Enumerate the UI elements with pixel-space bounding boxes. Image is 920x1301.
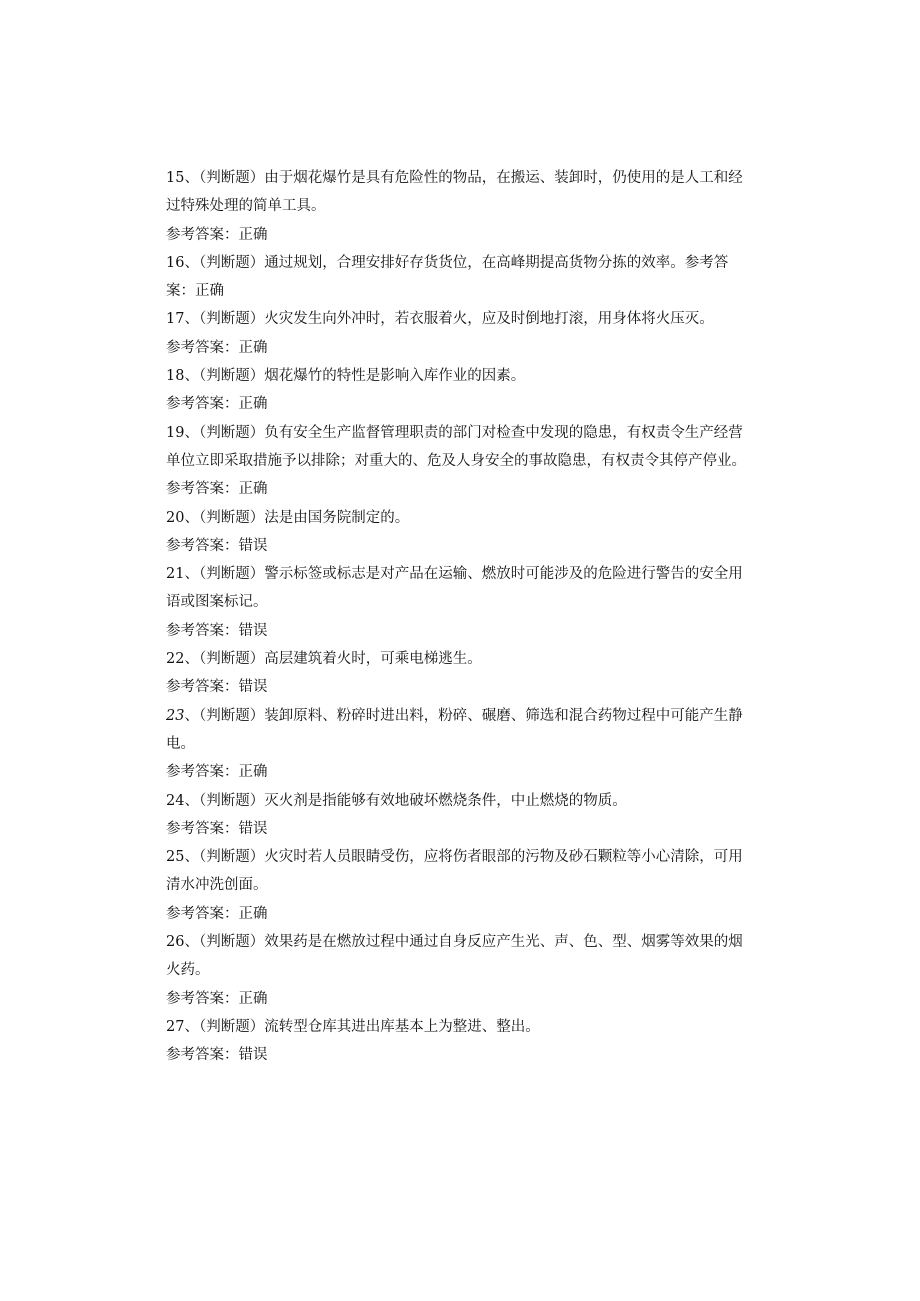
question-text-line [166,843,756,900]
question-separator: 、 [184,424,199,441]
answer-value: 错误 [238,679,268,696]
answer-label: 参考答案： [166,820,239,837]
question-item [166,164,756,249]
question-number: 23 [166,707,185,724]
question-separator: 、 [184,1018,199,1035]
answer-line [166,390,756,418]
answer-value: 正确 [195,283,224,300]
question-text-line [166,787,756,815]
question-item [166,928,756,1013]
answer-label: 参考答案： [166,622,239,639]
answer-line [166,900,756,928]
question-text: 灭火剂是指能够有效地破坏燃烧条件，中止燃烧的物质。 [264,792,627,809]
question-type: （判断题） [198,1018,265,1035]
question-number: 24 [166,792,185,809]
question-text-line [166,645,756,673]
question-number: 16 [166,254,185,271]
answer-value: 错误 [238,1047,268,1064]
question-item [166,560,756,645]
question-separator: 、 [184,170,199,186]
answer-label: 参考答案： [166,905,239,922]
question-text: 由于烟花爆竹是具有危险性的物品，在搬运、装卸时，仍使用的是人工和经过特殊处理的简单工具。 [166,170,743,215]
question-text-line [166,560,756,617]
question-separator: 、 [184,849,199,866]
question-item [166,702,756,787]
question-type: （判断题） [198,424,265,441]
answer-line [166,985,756,1013]
question-type: （判断题） [198,254,265,271]
answer-line [166,1041,756,1069]
answer-line [166,617,756,645]
question-type: （判断题） [198,566,265,583]
question-type: （判断题） [198,311,265,328]
question-number: 19 [166,424,185,441]
answer-label: 参考答案： [166,481,239,498]
question-type: （判断题） [198,792,265,809]
question-text-line [166,419,756,476]
question-text-line [166,362,756,390]
question-separator: 、 [184,707,199,724]
question-number: 21 [166,566,185,583]
answer-label: 参考答案： [166,990,239,1007]
answer-value: 正确 [238,226,268,243]
question-text: 流转型仓库其进出库基本上为整进、整出。 [264,1018,540,1035]
question-text-line [166,164,756,221]
question-number: 20 [166,509,185,526]
answer-value: 正确 [238,339,268,356]
question-separator: 、 [184,254,199,271]
question-separator: 、 [184,566,199,583]
answer-label: 参考答案： [166,396,239,413]
question-number: 22 [166,651,185,668]
question-type: （判断题） [198,934,265,951]
answer-line [166,673,756,701]
question-item [166,419,756,504]
question-number: 17 [166,311,185,328]
question-text: 负有安全生产监督管理职责的部门对检查中发现的隐患，有权责令生产经营单位立即采取措施予以排除；对重大的、危及人身安全的事故隐患，有权责令其停产停业。 [166,424,746,469]
question-text-line [166,928,756,985]
question-item [166,362,756,419]
question-text-line [166,702,756,759]
question-separator: 、 [184,792,199,809]
question-type: （判断题） [198,509,265,526]
question-text-line [166,305,756,333]
question-item [166,305,756,362]
answer-label: 参考答案： [166,764,239,781]
answer-value: 错误 [238,820,268,837]
question-type: （判断题） [198,651,265,668]
answer-value: 正确 [238,764,268,781]
answer-line [166,532,756,560]
question-text: 火灾时若人员眼睛受伤，应将伤者眼部的污物及砂石颗粒等小心清除，可用清水冲洗创面。 [166,849,743,894]
question-type: （判断题） [198,170,265,186]
answer-line [166,334,756,362]
question-text: 通过规划，合理安排好存货货位，在高峰期提高货物分拣的效率。 [264,254,685,271]
answer-label: 参考答案： [166,226,239,243]
question-item [166,504,756,561]
question-item [166,843,756,928]
answer-line [166,815,756,843]
answer-line [166,758,756,786]
question-number: 27 [166,1018,185,1035]
question-text: 装卸原料、粉碎时进出料，粉碎、碾磨、筛选和混合药物过程中可能产生静电。 [166,707,743,752]
question-number: 18 [166,368,185,385]
question-text-line [166,504,756,532]
question-text-line [166,1013,756,1041]
answer-value: 正确 [238,905,268,922]
question-separator: 、 [184,368,199,385]
answer-value: 正确 [238,396,268,413]
answer-line [166,475,756,503]
question-text: 烟花爆竹的特性是影响入库作业的因素。 [264,368,526,385]
question-item [166,787,756,844]
answer-label: 参考答案： [166,1047,239,1064]
question-item [166,249,756,306]
question-text: 效果药是在燃放过程中通过自身反应产生光、声、色、型、烟雾等效果的烟火药。 [166,934,743,979]
question-text: 火灾发生向外冲时，若衣服着火，应及时倒地打滚，用身体将火压灭。 [264,311,714,328]
question-separator: 、 [184,509,199,526]
answer-value: 错误 [238,537,268,554]
question-number: 25 [166,849,185,866]
answer-label: 参考答案： [166,254,729,300]
question-number: 26 [166,934,185,951]
answer-value: 正确 [238,481,268,498]
answer-value: 错误 [238,622,268,639]
question-type: （判断题） [198,368,265,385]
question-separator: 、 [184,311,199,328]
answer-label: 参考答案： [166,537,239,554]
answer-value: 正确 [238,990,268,1007]
question-text: 高层建筑着火时，可乘电梯逃生。 [264,651,482,668]
question-text: 警示标签或标志是对产品在运输、燃放时可能涉及的危险进行警告的安全用语或图案标记。 [166,566,743,611]
question-list [166,164,756,1070]
question-separator: 、 [184,651,199,668]
answer-label: 参考答案： [166,339,239,356]
question-item [166,645,756,702]
question-separator: 、 [184,934,199,951]
question-item [166,1013,756,1070]
question-number: 15 [166,170,185,186]
question-type: （判断题） [198,849,265,866]
question-text: 法是由国务院制定的。 [264,509,410,526]
question-type: （判断题） [198,707,265,724]
answer-line [166,221,756,249]
question-text-line [166,249,756,306]
answer-label: 参考答案： [166,679,239,696]
